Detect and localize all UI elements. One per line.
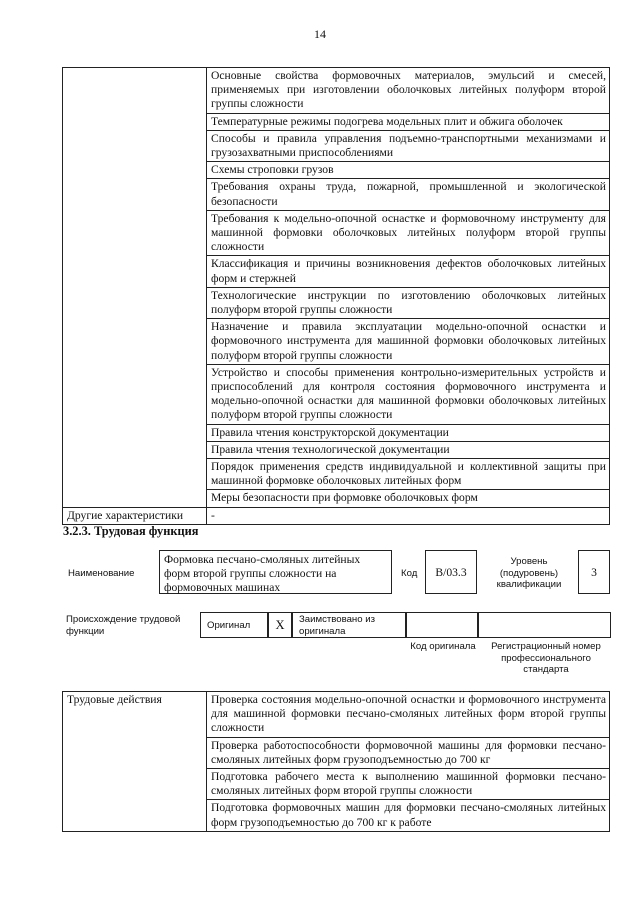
knowledge-row: Устройство и способы применения контрольно-измерительных устройств и приспособлений для контроля состояния формовочного инструмента и модельно-опочной оснастки для машинной формовки оболочковых литейных полуформ второй группы сложности xyxy=(207,364,610,424)
level-box: 3 xyxy=(578,550,610,594)
code-label: Код xyxy=(401,568,418,579)
origin-borrowed-text: Заимствовано из оригинала xyxy=(299,614,375,637)
knowledge-row: Меры безопасности при формовке оболочковых форм xyxy=(207,490,610,507)
knowledge-row: Требования охраны труда, пожарной, промышленной и экологической безопасности xyxy=(207,179,610,210)
function-code-box: В/03.3 xyxy=(425,550,477,594)
reg-number-caption: Регистрационный номер профессионального стандарта xyxy=(491,641,601,675)
other-characteristics-value: - xyxy=(207,507,610,524)
knowledge-row: Назначение и правила эксплуатации модельно-опочной оснастки и формовочного инструмента для машинной формовки оболочковых литейных полуформ второй группы сложности xyxy=(207,319,610,365)
name-label: Наименование xyxy=(68,568,135,579)
knowledge-table xyxy=(62,67,610,525)
labor-actions-label: Трудовые действия xyxy=(63,692,207,832)
page-number: 14 xyxy=(314,27,326,41)
code-original-caption: Код оригинала xyxy=(410,641,476,652)
knowledge-row: Требования к модельно-опочной оснастке и формовочному инструменту для машинной формовки оболочковых литейных полуформ второй группы сложности xyxy=(207,210,610,256)
origin-code-cell xyxy=(406,612,478,638)
other-characteristics-label: Другие характеристики xyxy=(63,507,207,524)
knowledge-row: Основные свойства формовочных материалов, эмульсий и смесей, применяемых при изготовлении оболочковых литейных полуформ второй группы сложности xyxy=(207,68,610,114)
labor-actions-table xyxy=(62,691,610,832)
knowledge-row: Способы и правила управления подъемно-транспортными механизмами и грузозахватными приспособлениями xyxy=(207,130,610,161)
origin-original-text: Оригинал xyxy=(207,620,251,631)
origin-mark-cell: X xyxy=(268,612,292,638)
origin-reg-number-cell xyxy=(478,612,611,638)
knowledge-row: Температурные режимы подогрева модельных плит и обжига оболочек xyxy=(207,113,610,130)
knowledge-row: Правила чтения конструкторской документации xyxy=(207,424,610,441)
section-title: 3.2.3. Трудовая функция xyxy=(63,524,199,538)
level-label: Уровень (подуровень) квалификации xyxy=(496,556,562,590)
labor-action-row: Проверка состояния модельно-опочной оснастки и формовочного инструмента для машинной формовки песчано-смоляных литейных форм второй группы сложности xyxy=(207,692,610,738)
labor-action-row: Проверка работоспособности формовочной машины для формовки песчано-смоляных литейных форм грузоподъемностью до 700 кг xyxy=(207,737,610,768)
knowledge-row: Правила чтения технологической документации xyxy=(207,441,610,458)
origin-label: Происхождение трудовой функции xyxy=(66,614,181,637)
knowledge-row: Порядок применения средств индивидуальной и коллективной защиты при машинной формовке оболочковых литейных форм xyxy=(207,459,610,490)
labor-action-row: Подготовка формовочных машин для формовки песчано-смоляных литейных форм грузоподъемностью до 700 кг к работе xyxy=(207,800,610,831)
knowledge-row: Классификация и причины возникновения дефектов оболочковых литейных форм и стержней xyxy=(207,256,610,287)
function-name-box: Формовка песчано-смоляных литейных форм второй группы сложности на формовочных машинах xyxy=(159,550,392,594)
knowledge-row: Технологические инструкции по изготовлению оболочковых литейных полуформ второй группы сложности xyxy=(207,287,610,318)
labor-action-row: Подготовка рабочего места к выполнению машинной формовки песчано-смоляных литейных форм второй группы сложности xyxy=(207,769,610,800)
origin-borrowed-cell xyxy=(292,612,406,638)
knowledge-row: Схемы строповки грузов xyxy=(207,162,610,179)
origin-original-cell xyxy=(200,612,268,638)
knowledge-label-cell xyxy=(63,68,207,508)
